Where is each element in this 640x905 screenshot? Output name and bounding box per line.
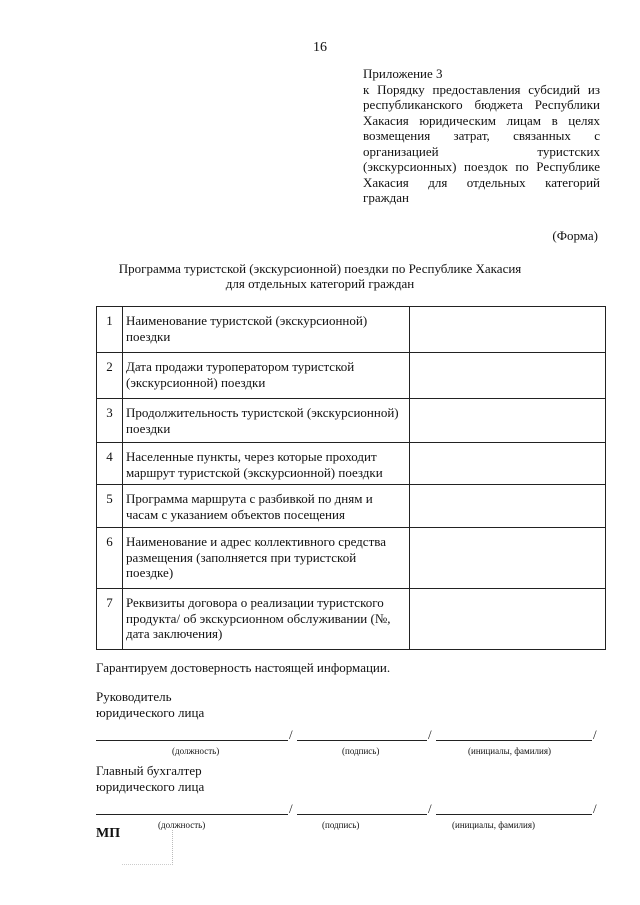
accountant-signature-line <box>96 801 601 815</box>
program-title-line-1: Программа туристской (экскурсионной) поездки по Республике Хакасия <box>118 261 522 276</box>
row-value-field[interactable] <box>410 443 606 485</box>
row-number: 6 <box>97 528 123 589</box>
accountant-role-line-1: Главный бухгалтер <box>96 763 202 778</box>
row-number: 3 <box>97 399 123 443</box>
stamp-label: МП <box>96 826 121 841</box>
page-number: 16 <box>313 40 327 55</box>
table-row <box>97 528 606 589</box>
table-row <box>97 589 606 650</box>
accountant-role <box>96 763 601 795</box>
accountant-captions <box>96 817 601 829</box>
table-row <box>97 307 606 353</box>
caption-signature: (подпись) <box>322 820 360 830</box>
separator-slash: / <box>593 801 597 816</box>
program-title-line-2: для отдельных категорий граждан <box>225 276 415 291</box>
head-captions <box>96 743 601 755</box>
program-table <box>96 306 606 650</box>
separator-slash: / <box>428 727 432 742</box>
head-signature-field[interactable] <box>297 728 427 741</box>
head-position-field[interactable] <box>96 728 288 741</box>
row-label: Наименование и адрес коллективного средства размещения (заполняется при туристской поездке) <box>123 528 410 589</box>
accountant-position-field[interactable] <box>96 802 288 815</box>
head-signature-line <box>96 727 601 741</box>
program-title <box>0 261 640 291</box>
accountant-role-line-2: юридического лица <box>96 779 205 794</box>
row-value-field[interactable] <box>410 353 606 399</box>
head-signature-block <box>96 689 601 755</box>
row-number: 4 <box>97 443 123 485</box>
accountant-name-field[interactable] <box>436 802 592 815</box>
row-label: Населенные пункты, через которые проходит маршрут туристской (экскурсионной) поездки <box>123 443 410 485</box>
table-row <box>97 399 606 443</box>
stamp-area <box>122 830 173 865</box>
row-value-field[interactable] <box>410 589 606 650</box>
separator-slash: / <box>428 801 432 816</box>
caption-name: (инициалы, фамилия) <box>468 746 551 756</box>
caption-position: (должность) <box>172 746 220 756</box>
appendix-body: к Порядку предоставления субсидий из республиканского бюджета Республики Хакасия юридическим лицам в целях возмещения затрат, связанных с организацией туристских (экскурсионных) поездок по Республике Хакасия для отдельных категорий граждан <box>363 81 600 205</box>
row-value-field[interactable] <box>410 307 606 353</box>
row-label: Реквизиты договора о реализации туристского продукта/ об экскурсионном обслуживании (№, дата заключения) <box>123 589 410 650</box>
row-label: Дата продажи туроператором туристской (экскурсионной) поездки <box>123 353 410 399</box>
separator-slash: / <box>289 727 293 742</box>
head-role-line-2: юридического лица <box>96 705 205 720</box>
caption-position: (должность) <box>158 820 206 830</box>
row-value-field[interactable] <box>410 485 606 528</box>
form-label: (Форма) <box>552 228 598 243</box>
accountant-signature-field[interactable] <box>297 802 427 815</box>
head-role-line-1: Руководитель <box>96 689 172 704</box>
head-role <box>96 689 601 721</box>
guarantee-statement: Гарантируем достоверность настоящей информации. <box>96 660 391 675</box>
table-row <box>97 443 606 485</box>
row-number: 1 <box>97 307 123 353</box>
separator-slash: / <box>289 801 293 816</box>
row-number: 5 <box>97 485 123 528</box>
caption-name: (инициалы, фамилия) <box>452 820 535 830</box>
table-row <box>97 485 606 528</box>
appendix-header <box>363 66 600 206</box>
appendix-title: Приложение 3 <box>363 66 443 81</box>
row-number: 2 <box>97 353 123 399</box>
row-label: Наименование туристской (экскурсионной) поездки <box>123 307 410 353</box>
row-value-field[interactable] <box>410 399 606 443</box>
row-value-field[interactable] <box>410 528 606 589</box>
table-row <box>97 353 606 399</box>
row-label: Программа маршрута с разбивкой по дням и часам с указанием объектов посещения <box>123 485 410 528</box>
separator-slash: / <box>593 727 597 742</box>
row-number: 7 <box>97 589 123 650</box>
row-label: Продолжительность туристской (экскурсионной) поездки <box>123 399 410 443</box>
head-name-field[interactable] <box>436 728 592 741</box>
accountant-signature-block <box>96 763 601 829</box>
caption-signature: (подпись) <box>342 746 380 756</box>
